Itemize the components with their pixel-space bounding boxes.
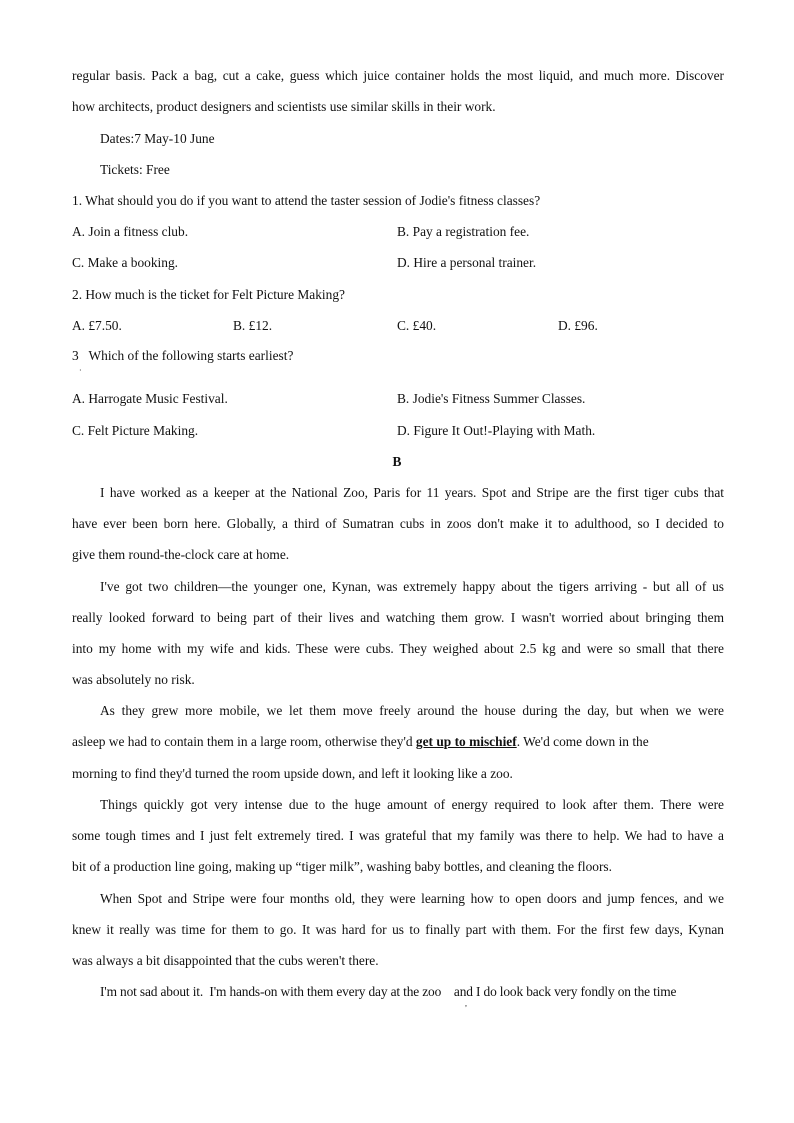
passage-line: give them round-the-clock care at home.	[72, 547, 290, 562]
q1-option-a: A. Join a fitness club.	[72, 224, 189, 239]
passage-line: I'm not sad about it. I'm hands-on with them every day at the zoo and I do look back very fondly on the time	[100, 984, 677, 999]
passage-line: Things quickly got very intense due to the huge amount of energy required to look after them. There were	[100, 797, 724, 812]
question-2: 2. How much is the ticket for Felt Picture Making?	[72, 287, 345, 302]
event-dates: Dates:7 May-10 June	[100, 131, 215, 146]
intro-line-1: regular basis. Pack a bag, cut a cake, guess which juice container holds the most liquid, and much more. Discover	[72, 68, 724, 83]
passage-line: I have worked as a keeper at the National Zoo, Paris for 11 years. Spot and Stripe are the first tiger cubs that	[100, 485, 724, 500]
passage-text: asleep we had to contain them in a large room, otherwise they'd	[72, 734, 416, 749]
passage-line: really looked forward to being part of their lives and watching them grow. I wasn't worried about bringing them	[72, 610, 724, 625]
passage-line: have ever been born here. Globally, a third of Sumatran cubs in zoos don't make it to adulthood, so I decided to	[72, 516, 724, 531]
q1-option-b: B. Pay a registration fee.	[397, 224, 530, 239]
stray-mark: ,	[465, 999, 467, 1008]
passage-line: When Spot and Stripe were four months old, they were learning how to open doors and jump fences, and we	[100, 891, 724, 906]
passage-line: was always a bit disappointed that the cubs weren't there.	[72, 953, 379, 968]
event-tickets: Tickets: Free	[100, 162, 170, 177]
passage-line: I've got two children—the younger one, Kynan, was extremely happy about the tigers arriving - but all of us	[100, 579, 724, 594]
passage-line: knew it really was time for them to go. It was hard for us to finally part with them. For the first few days, Kynan	[72, 922, 724, 937]
passage-line: into my home with my wife and kids. These were cubs. They weighed about 2.5 kg and were so small that there	[72, 641, 724, 656]
q2-option-b: B. £12.	[233, 318, 273, 333]
intro-line-2: how architects, product designers and scientists use similar skills in their work.	[72, 99, 496, 114]
underlined-phrase: get up to mischief	[415, 734, 517, 749]
q2-option-d: D. £96.	[558, 318, 598, 333]
q2-option-c: C. £40.	[397, 318, 437, 333]
passage-line: bit of a production line going, making up “tiger milk”, washing baby bottles, and cleaning the floors.	[72, 859, 612, 874]
passage-line: was absolutely no risk.	[72, 672, 195, 687]
section-heading-b: B	[392, 454, 402, 469]
passage-line: As they grew more mobile, we let them move freely around the house during the day, but when we were	[100, 703, 724, 718]
q3-option-b: B. Jodie's Fitness Summer Classes.	[397, 391, 586, 406]
q3-option-a: A. Harrogate Music Festival.	[72, 391, 228, 406]
q2-option-a: A. £7.50.	[72, 318, 122, 333]
q1-option-d: D. Hire a personal trainer.	[397, 255, 537, 270]
question-3: 3 Which of the following starts earliest?	[72, 348, 294, 363]
q3-option-d: D. Figure It Out!-Playing with Math.	[397, 423, 596, 438]
passage-line-with-underline	[72, 734, 649, 750]
passage-text: . We'd come down in the	[516, 734, 649, 749]
passage-line: some tough times and I just felt extremely tired. I was grateful that my family was there to help. We had to have a	[72, 828, 724, 843]
passage-line: morning to find they'd turned the room upside down, and left it looking like a zoo.	[72, 766, 513, 781]
question-1: 1. What should you do if you want to attend the taster session of Jodie's fitness classes?	[72, 193, 541, 208]
q3-option-c: C. Felt Picture Making.	[72, 423, 199, 438]
stray-mark: ·	[79, 366, 82, 375]
q1-option-c: C. Make a booking.	[72, 255, 178, 270]
